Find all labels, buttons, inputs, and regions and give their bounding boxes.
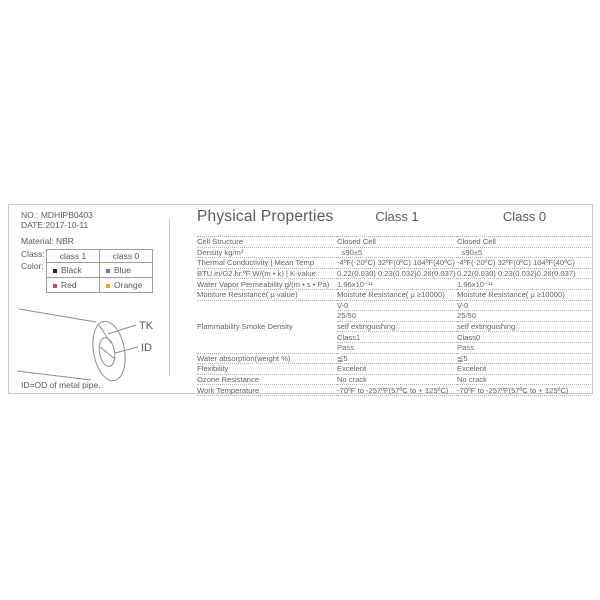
prop-class1-value: No crack (337, 374, 457, 385)
prop-class0-value: Excelent (457, 364, 591, 375)
color-cell-red (47, 278, 100, 293)
prop-class1-value: Moisture Resistance( μ ≥10000) (337, 289, 457, 300)
pipe-diagram (15, 297, 171, 383)
product-info-panel (9, 205, 177, 393)
property-row-water-absorption (197, 353, 591, 364)
prop-class1-value: Class1 (337, 332, 457, 343)
property-row-moisture-resistance (197, 289, 591, 300)
prop-class1-value: V-0 (337, 300, 457, 311)
prop-class0-value: 0.22(0.030) 0.23(0.032)0.26(0.037) (457, 268, 591, 279)
prop-class0-value: 1.96x10⁻¹¹ (457, 279, 591, 290)
prop-class1-value: 0.22(0.030) 0.23(0.032)0.26(0.037) (337, 269, 456, 279)
class1-column-header: Class 1 (375, 209, 419, 224)
black-color-swatch-icon (53, 269, 57, 273)
prop-class0-value: Closed Cell (457, 237, 591, 248)
class-header-row (47, 250, 153, 263)
class-label: Class: (21, 249, 45, 259)
prop-class1-value: self extinguishing (337, 321, 457, 332)
prop-label: Water absorption(weight %) (197, 353, 337, 364)
prop-class1-value: -70ºF to -257ºF(57ºC to + 125ºC) (337, 385, 457, 396)
prop-class0-value: No crack (457, 374, 591, 385)
product-date: DATE:2017-10-11 (21, 220, 89, 230)
prop-class0-value: -70ºF to -257ºF(57ºC to + 125ºC) (457, 385, 591, 396)
properties-header (197, 208, 592, 233)
orange-color-swatch-icon (106, 284, 110, 288)
prop-class1-value: Pass (337, 342, 457, 353)
prop-label: Flexibility (197, 364, 337, 375)
property-row-k-value (197, 268, 591, 279)
color-row (47, 263, 153, 278)
prop-class0-value: ≦5 (457, 353, 591, 364)
prop-label: Thermal Conductivity | Mean Temp (197, 258, 337, 269)
color-name: Orange (114, 280, 143, 290)
material-label: Material: NBR (21, 236, 74, 246)
prop-class1-value: ≦5 (337, 353, 457, 364)
properties-table (197, 236, 591, 396)
spec-sheet (8, 204, 593, 394)
diagram-footnote: ID=OD of metal pipe. (21, 380, 101, 390)
red-color-swatch-icon (53, 284, 57, 288)
prop-class1-value: ≤90±5 (337, 247, 457, 258)
prop-label-flammability: Flammability Smoke Density (197, 300, 337, 353)
prop-label: Work Temperature (197, 385, 337, 396)
prop-class0-value: Moisture Resistance( μ ≥10000) (457, 289, 591, 300)
property-row-ozone-resistance (197, 374, 591, 385)
product-number: NO.: MDHIPB0403 (21, 210, 93, 220)
prop-class0-value: V-0 (457, 300, 591, 311)
prop-class0-value: -4ºF(-20ºC) 32ºF(0ºC) 104ºF(40ºC) (457, 258, 591, 269)
color-cell-blue (100, 263, 153, 278)
prop-class1-value: 25/50 (337, 311, 457, 322)
prop-label: Density kg/m³ (197, 247, 337, 258)
prop-label: Water Vapor Permeability g/(m • s • Pa) (197, 279, 337, 290)
class1-header-cell: class 1 (47, 250, 100, 263)
tk-dimension-label: TK (139, 320, 154, 332)
color-name: Black (61, 265, 82, 275)
color-row (47, 278, 153, 293)
prop-class0-value: Class0 (457, 332, 591, 343)
color-label: Color: (21, 261, 44, 271)
prop-class1-value: -4ºF(-20ºC) 32ºF(0ºC) 104ºF(40ºC) (337, 258, 457, 269)
flammability-sub-row (197, 300, 591, 311)
panel-divider (169, 219, 170, 376)
prop-class1-value: Closed Cell (337, 237, 457, 248)
prop-label: Ozone Resistance (197, 374, 337, 385)
prop-class0-value: Pass (457, 342, 591, 353)
prop-class0-value: self extinguishing (457, 321, 591, 332)
property-row-water-vapor-permeability (197, 279, 591, 290)
prop-class0-value: ≤90±5 (457, 247, 591, 258)
prop-class1-value: Excelent (337, 364, 457, 375)
prop-label: Cell Structure (197, 237, 337, 248)
blue-color-swatch-icon (106, 269, 110, 273)
prop-class1-value: 1.96x10⁻¹¹ (337, 279, 457, 290)
color-name: Red (61, 280, 77, 290)
color-cell-black (47, 263, 100, 278)
prop-label: BTU.in/G2.hr.ºF W/(m • k) | K-value (197, 268, 337, 279)
id-dimension-label: ID (141, 342, 152, 354)
class0-column-header: Class 0 (502, 209, 547, 224)
properties-title: Physical Properties (197, 208, 334, 225)
prop-class0-value: 25/50 (457, 311, 591, 322)
class-color-table (46, 249, 153, 293)
color-cell-orange (100, 278, 153, 293)
property-row-thermal-conductivity (197, 258, 591, 269)
color-name: Blue (114, 265, 132, 275)
physical-properties-panel (197, 208, 592, 396)
property-row-density (197, 247, 591, 258)
property-row-flexibility (197, 364, 591, 375)
class0-header-cell: class 0 (100, 250, 153, 263)
prop-label: Moisture Resistance( μ value) (197, 289, 337, 300)
property-row-work-temperature (197, 385, 591, 396)
property-row-cell-structure (197, 237, 591, 248)
